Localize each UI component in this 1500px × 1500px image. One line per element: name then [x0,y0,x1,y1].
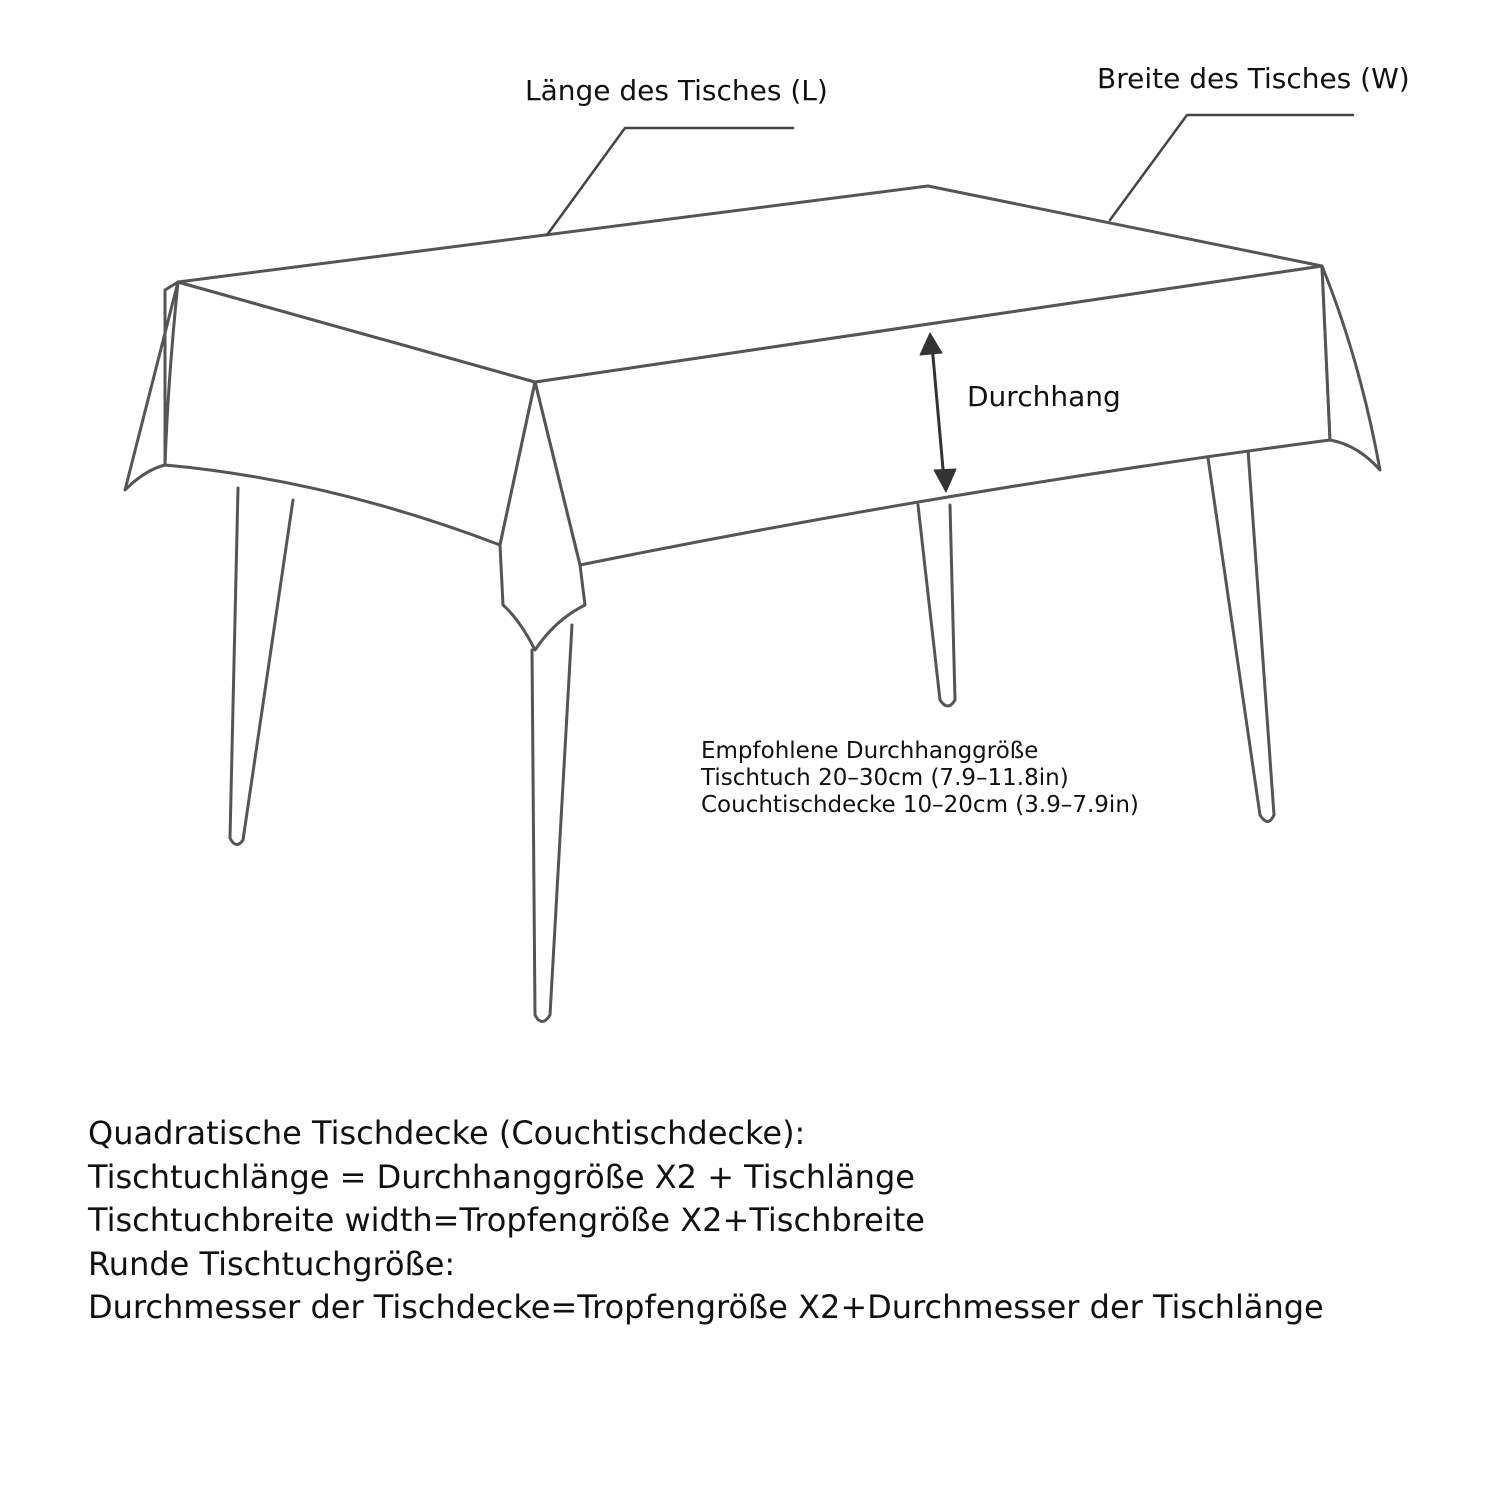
leg-left [230,488,293,845]
leg-back [918,505,955,706]
formula-round-heading: Runde Tischtuchgröße: [88,1244,456,1283]
width-label: Breite des Tisches (W) [1097,62,1410,95]
leg-front [532,625,572,1022]
right-drape [1322,266,1380,470]
width-leader [1110,115,1353,220]
length-label: Länge des Tisches (L) [525,74,828,107]
leg-right [1208,450,1274,822]
drop-label: Durchhang [967,380,1121,413]
recommendation-title: Empfohlene Durchhanggröße [701,738,1039,764]
formula-width: Tischtuchbreite width=Tropfengröße X2+Tischbreite [88,1201,925,1239]
recommendation-tablecloth: Tischtuch 20–30cm (7.9–11.8in) [701,765,1069,791]
recommendation-block [701,738,1139,819]
formula-length: Tischtuchlänge = Durchhanggröße X2 + Tischlänge [88,1157,915,1196]
recommendation-coffee-table: Couchtischdecke 10–20cm (3.9–7.9in) [701,792,1139,818]
formula-diameter: Durchmesser der Tischdecke=Tropfengröße X2+Durchmesser der Tischlänge [88,1288,1324,1326]
formula-square-heading: Quadratische Tischdecke (Couchtischdecke): [88,1114,806,1152]
formula-block [88,1112,1324,1330]
